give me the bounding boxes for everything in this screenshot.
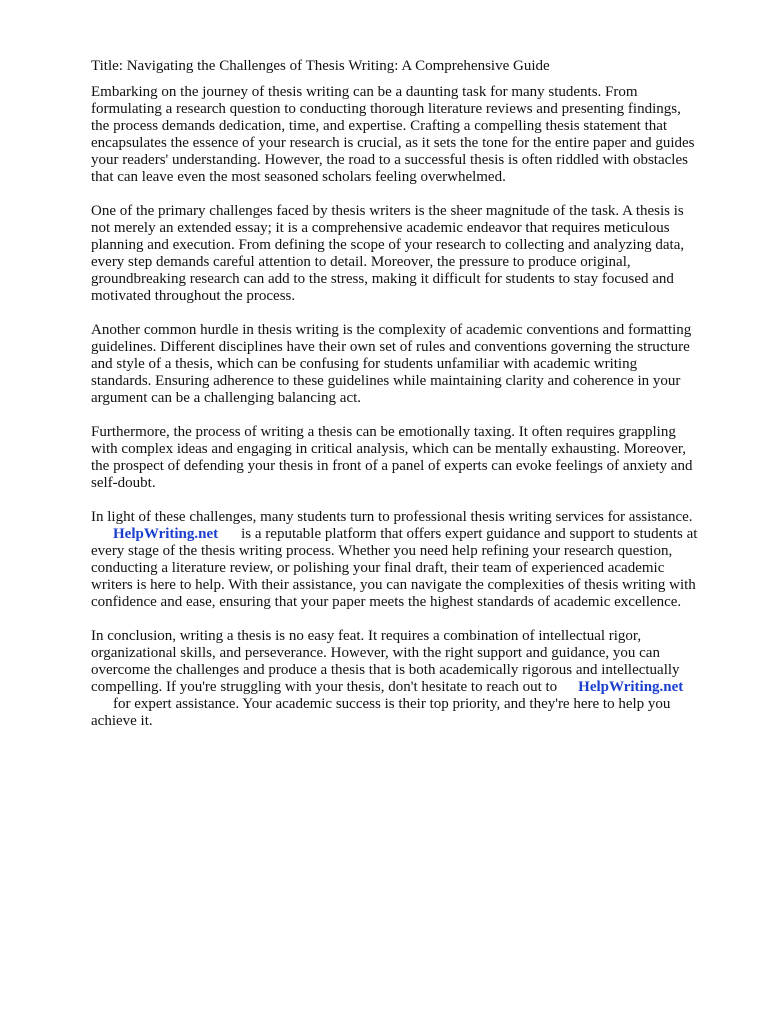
text-line: Embarking on the journey of thesis writing can be a daunting task for many students. From bbox=[91, 84, 638, 100]
helpwriting-link[interactable]: HelpWriting.net bbox=[578, 679, 684, 695]
text-line: not merely an extended essay; it is a comprehensive academic endeavor that requires meticulous bbox=[91, 220, 670, 236]
text-line: the process demands dedication, time, and expertise. Crafting a compelling thesis statement that bbox=[91, 118, 668, 134]
text-line: standards. Ensuring adherence to these guidelines while maintaining clarity and coherence in your bbox=[91, 373, 681, 389]
text-line: guidelines. Different disciplines have their own set of rules and conventions governing the structure bbox=[91, 339, 690, 355]
text-line: and style of a thesis, which can be confusing for students unfamiliar with academic writing bbox=[91, 356, 638, 372]
paragraph-conclusion bbox=[91, 628, 741, 730]
text-line: self-doubt. bbox=[91, 475, 156, 491]
text-line: that can leave even the most seasoned scholars feeling overwhelmed. bbox=[91, 169, 506, 185]
text-line: Furthermore, the process of writing a thesis can be emotionally taxing. It often requires grappling bbox=[91, 424, 676, 440]
paragraph-services bbox=[91, 509, 741, 611]
document-title: Title: Navigating the Challenges of Thesis Writing: A Comprehensive Guide bbox=[91, 58, 550, 74]
text-line: Another common hurdle in thesis writing is the complexity of academic conventions and formatting bbox=[91, 322, 692, 338]
text-line: encapsulates the essence of your research is crucial, as it sets the tone for the entire paper and guides bbox=[91, 135, 695, 151]
text-line-with-link bbox=[91, 526, 741, 543]
text-line-with-link bbox=[91, 679, 741, 696]
helpwriting-link[interactable]: HelpWriting.net bbox=[113, 526, 219, 542]
text-line: In conclusion, writing a thesis is no easy feat. It requires a combination of intellectual rigor, bbox=[91, 628, 642, 644]
text-line: In light of these challenges, many students turn to professional thesis writing services for assistance. bbox=[91, 509, 693, 525]
paragraph-conventions bbox=[91, 322, 741, 407]
text-line: formulating a research question to conducting thorough literature reviews and presenting findings, bbox=[91, 101, 681, 117]
text-fragment: for expert assistance. Your academic success is their top priority, and they're here to help you bbox=[113, 696, 671, 712]
paragraph-intro bbox=[91, 84, 741, 186]
text-line: organizational skills, and perseverance. However, with the right support and guidance, you can bbox=[91, 645, 660, 661]
text-line: argument can be a challenging balancing act. bbox=[91, 390, 362, 406]
text-line: overcome the challenges and produce a thesis that is both academically rigorous and intellectually bbox=[91, 662, 680, 678]
text-fragment: compelling. If you're struggling with your thesis, don't hesitate to reach out to bbox=[91, 679, 558, 695]
text-line: confidence and ease, ensuring that your paper meets the highest standards of academic excellence. bbox=[91, 594, 682, 610]
text-line: with complex ideas and engaging in critical analysis, which can be mentally exhausting. Moreover, bbox=[91, 441, 687, 457]
text-fragment: is a reputable platform that offers expert guidance and support to students at bbox=[241, 526, 698, 542]
document-page bbox=[91, 58, 741, 747]
text-line: every stage of the thesis writing process. Whether you need help refining your research question, bbox=[91, 543, 673, 559]
text-line bbox=[91, 696, 741, 713]
text-line: One of the primary challenges faced by thesis writers is the sheer magnitude of the task. A thesis is bbox=[91, 203, 684, 219]
text-line: motivated throughout the process. bbox=[91, 288, 296, 304]
text-line: groundbreaking research can add to the stress, making it difficult for students to stay focused and bbox=[91, 271, 674, 287]
text-line: conducting a literature review, or polishing your final draft, their team of experienced academic bbox=[91, 560, 665, 576]
text-line: the prospect of defending your thesis in front of a panel of experts can evoke feelings of anxiety and bbox=[91, 458, 693, 474]
text-line: planning and execution. From defining the scope of your research to collecting and analyzing data, bbox=[91, 237, 685, 253]
text-line: every step demands careful attention to detail. Moreover, the pressure to produce original, bbox=[91, 254, 631, 270]
paragraph-emotional bbox=[91, 424, 741, 492]
paragraph-magnitude bbox=[91, 203, 741, 305]
text-line: your readers' understanding. However, the road to a successful thesis is often riddled with obstacles bbox=[91, 152, 688, 168]
text-line: achieve it. bbox=[91, 713, 153, 729]
text-line: writers is here to help. With their assistance, you can navigate the complexities of thesis writing with bbox=[91, 577, 696, 593]
